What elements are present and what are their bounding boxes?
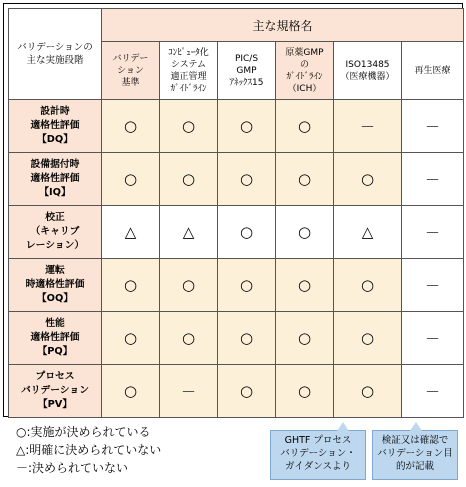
table-cell [218,206,276,259]
table-cell [276,206,334,259]
table-cell [334,206,402,259]
status-mark: ○ [123,276,138,294]
standards-comparison-table [8,8,464,418]
column-header-label: 原薬GMP の ｶﾞｲﾄﾞﾗｲﾝ （ICH） [285,47,324,94]
table-cell [102,312,160,365]
column-header [160,42,218,100]
status-mark: △ [124,223,137,241]
table-row [9,259,464,312]
status-mark: ○ [297,117,312,135]
row-header-label: 運転 時適格性評価 【OQ】 [25,265,85,304]
status-mark: － [425,170,441,189]
table-cell [218,365,276,418]
table-cell [160,312,218,365]
status-mark: ○ [239,223,254,241]
callout-pointer [410,422,422,431]
column-header [102,42,160,100]
table-row [9,100,464,153]
row-header-label: 設備据付時 適格性評価 【IQ】 [30,159,80,198]
status-mark: ○ [181,170,196,188]
table-cell [160,153,218,206]
status-mark: ○ [360,276,375,294]
table-cell [102,259,160,312]
status-mark: ○ [297,170,312,188]
status-mark: － [425,329,441,348]
row-header [9,206,102,259]
status-mark: － [425,223,441,242]
column-header-label: 再生医療 [414,65,451,76]
status-mark: ○ [360,170,375,188]
table-cell [276,365,334,418]
table-cell [102,365,160,418]
callout-regenerative-text: 検証又は確認で バリデーション目 的が記載 [377,435,453,472]
table-cell [160,259,218,312]
legend-item-done: ○:実施が決められている [16,425,151,439]
table-cell [102,153,160,206]
column-header [402,42,464,100]
table-cell [334,312,402,365]
row-header-label: 校正 （キャリブ レーション） [25,212,85,251]
column-header-label: ｺﾝﾋﾟｭｰﾀ化 システム 適正管理 ｶﾞｲﾄﾞﾗｲﾝ [168,47,209,94]
table-cell [402,206,464,259]
table-cell [334,365,402,418]
legend-item-unclear: △:明確に決められていない [16,443,162,457]
status-mark: － [425,276,441,295]
status-mark: ○ [297,276,312,294]
table-cell [218,100,276,153]
callout-regenerative [372,430,458,480]
table-cell [402,312,464,365]
column-header [276,42,334,100]
legend-item-none: －:決められていない [16,461,129,475]
column-header-label: バリデー ション 基準 [112,53,149,88]
status-mark: ○ [239,329,254,347]
column-header-label: ISO13485 （医療機器） [340,59,395,82]
status-mark: ○ [123,329,138,347]
status-mark: ○ [239,170,254,188]
status-mark: ○ [360,329,375,347]
row-header [9,153,102,206]
row-header [9,259,102,312]
status-mark: ○ [123,117,138,135]
table-cell [334,153,402,206]
status-mark: ○ [123,170,138,188]
corner-header [9,9,102,100]
callout-pointer [337,422,349,431]
row-header-label: 設計時 適格性評価 【DQ】 [30,106,80,145]
status-mark: ○ [239,382,254,400]
status-mark: ○ [181,276,196,294]
status-mark: ○ [123,382,138,400]
table-cell [102,100,160,153]
column-header-label: PIC/S GMP ｱﾈｯｸｽ15 [229,53,264,88]
row-header [9,312,102,365]
table-cell [402,100,464,153]
table-cell [218,153,276,206]
table-cell [276,312,334,365]
table-cell [334,100,402,153]
row-header [9,365,102,418]
status-mark: ○ [181,329,196,347]
table-cell [276,153,334,206]
table-cell [402,365,464,418]
status-mark: ○ [181,117,196,135]
corner-label: バリデーションの 主な実施段階 [17,42,93,66]
table-cell [276,259,334,312]
table-row [9,206,464,259]
status-mark: △ [361,223,374,241]
table-cell [102,206,160,259]
table-frame [3,3,463,417]
row-header [9,100,102,153]
status-mark: ○ [239,117,254,135]
status-mark: － [425,117,441,136]
table-cell [218,312,276,365]
row-header-label: プロセス バリデーション 【PV】 [21,371,89,410]
column-header [218,42,276,100]
table-cell [160,100,218,153]
callout-ghtf [270,430,366,480]
table-cell [218,259,276,312]
group-header [102,9,464,42]
table-cell [402,153,464,206]
status-mark: ○ [239,276,254,294]
status-mark: ○ [297,223,312,241]
table-row [9,365,464,418]
table-cell [160,206,218,259]
row-header-label: 性能 適格性評価 【PQ】 [30,318,80,357]
group-header-label: 主な規格名 [252,18,313,33]
table-cell [334,259,402,312]
status-mark: △ [182,223,195,241]
table-cell [276,100,334,153]
table-row [9,312,464,365]
status-mark: ○ [297,382,312,400]
status-mark: － [425,382,441,401]
column-header [334,42,402,100]
status-mark: － [359,117,375,136]
table-cell [160,365,218,418]
status-mark: ○ [297,329,312,347]
status-mark: － [180,382,196,401]
table-row [9,153,464,206]
table-body [9,100,464,418]
callout-ghtf-text: GHTF プロセス バリデーション・ ガイダンスより [280,435,356,472]
status-mark: ○ [360,382,375,400]
table-cell [402,259,464,312]
